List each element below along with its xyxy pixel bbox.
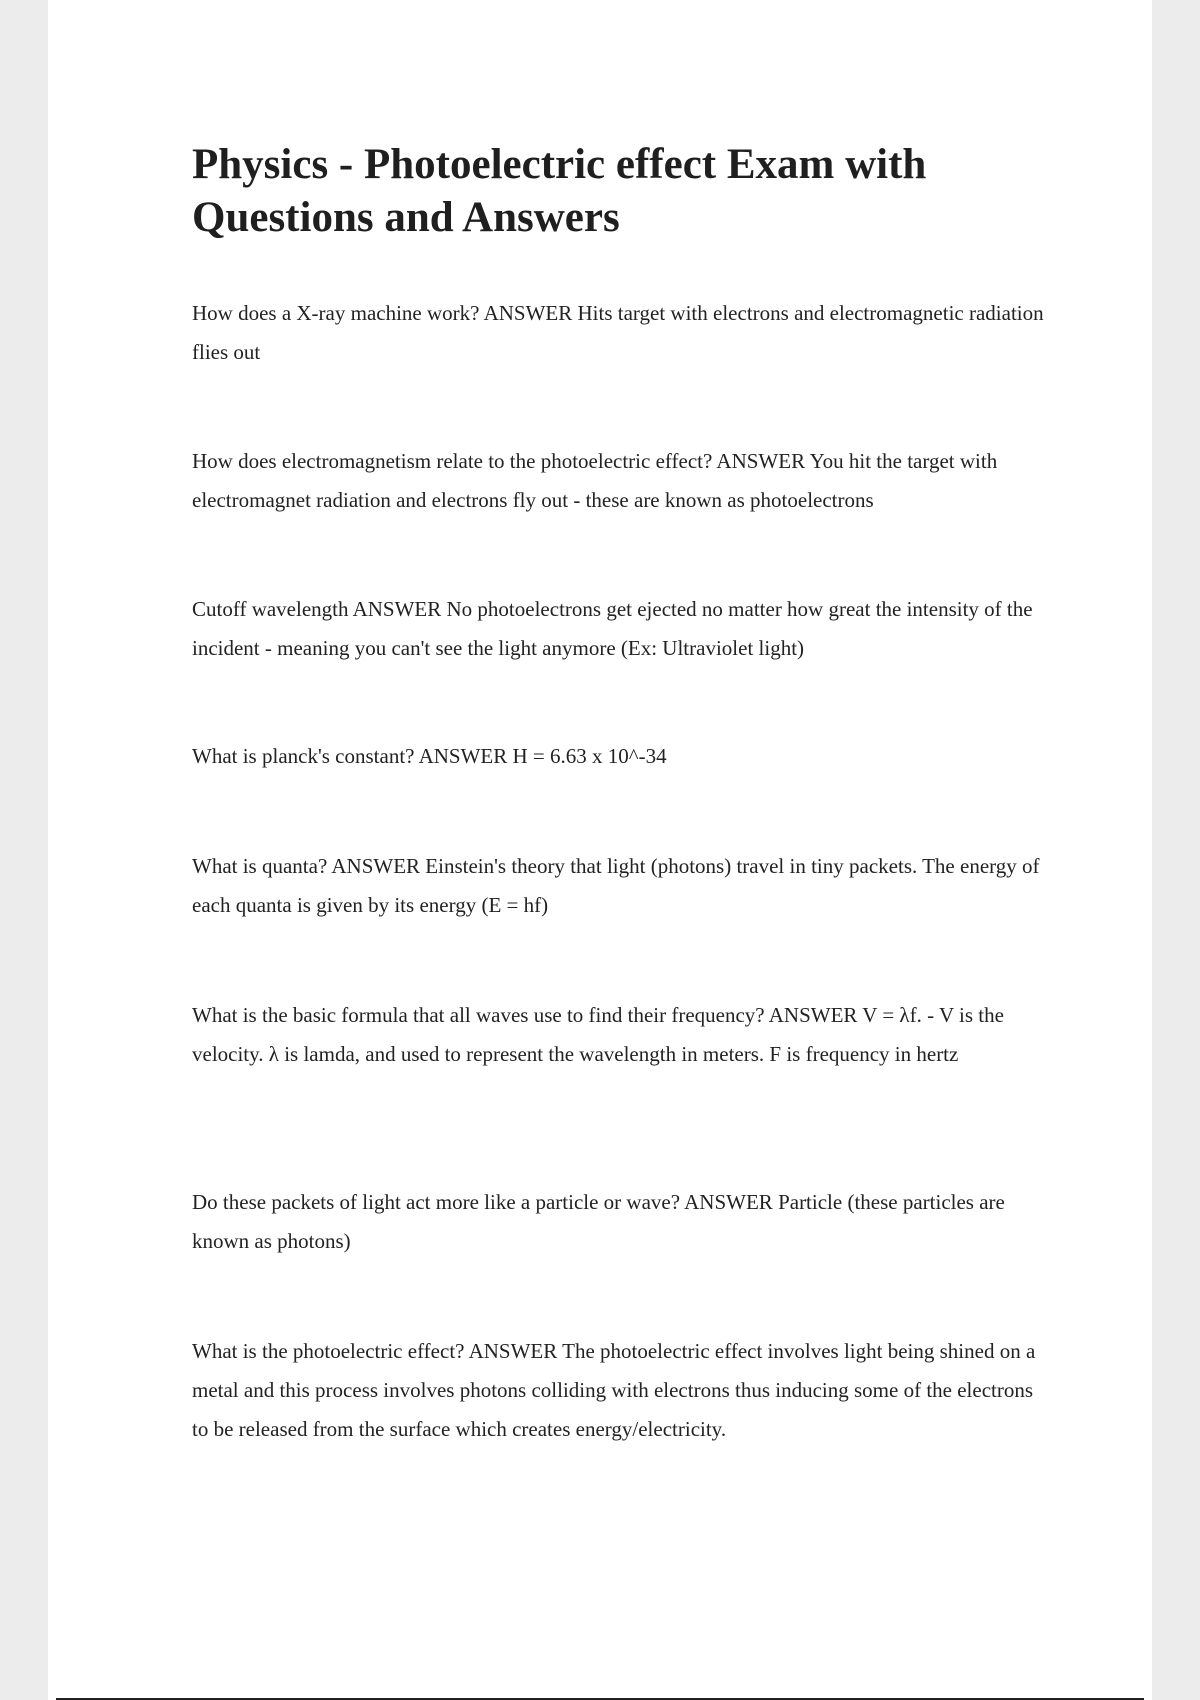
answer-text: Hits target with electrons and electromagnetic radiation flies out xyxy=(192,301,1044,364)
question-text: What is planck's constant? xyxy=(192,744,415,768)
question-text: What is the photoelectric effect? xyxy=(192,1339,465,1363)
qa-item xyxy=(192,442,1052,520)
question-text: Cutoff wavelength xyxy=(192,597,349,621)
qa-item xyxy=(192,737,1052,776)
answer-text: H = 6.63 x 10^-34 xyxy=(512,744,667,768)
question-text: What is the basic formula that all waves use to find their frequency? xyxy=(192,1003,765,1027)
question-text: What is quanta? xyxy=(192,854,328,878)
answer-marker: ANSWER xyxy=(684,1190,773,1214)
answer-marker: ANSWER xyxy=(418,744,508,768)
qa-item xyxy=(192,847,1052,925)
answer-text: Einstein's theory that light (photons) travel in tiny packets. The energy of each quanta is given by its energy (E = hf) xyxy=(192,854,1040,917)
answer-text: V = λf. - V is the velocity. λ is lamda, and used to represent the wavelength in meters. F is frequency in hertz xyxy=(192,1003,1004,1066)
answer-marker: ANSWER xyxy=(468,1339,558,1363)
page-title: Physics - Photoelectric effect Exam with Questions and Answers xyxy=(192,141,927,241)
answer-text: The photoelectric effect involves light being shined on a metal and this process involves photons colliding with electrons thus inducing some of the electrons to be released from the surface which creates energy/electricity. xyxy=(192,1339,1036,1441)
qa-item xyxy=(192,294,1052,372)
answer-text: You hit the target with electromagnet radiation and electrons fly out - these are known as photoelectrons xyxy=(192,449,998,512)
question-text: How does a X-ray machine work? xyxy=(192,301,480,325)
answer-marker: ANSWER xyxy=(716,449,806,473)
answer-text: No photoelectrons get ejected no matter how great the intensity of the incident - meaning you can't see the light anymore (Ex: Ultraviolet light) xyxy=(192,597,1033,660)
answer-marker: ANSWER xyxy=(352,597,442,621)
qa-item xyxy=(192,996,1052,1074)
qa-item xyxy=(192,1183,1052,1261)
answer-marker: ANSWER xyxy=(768,1003,858,1027)
question-text: How does electromagnetism relate to the photoelectric effect? xyxy=(192,449,713,473)
question-text: Do these packets of light act more like a particle or wave? xyxy=(192,1190,681,1214)
answer-marker: ANSWER xyxy=(483,301,573,325)
qa-item xyxy=(192,1332,1052,1449)
answer-marker: ANSWER xyxy=(331,854,421,878)
qa-item xyxy=(192,590,1052,668)
answer-text: Particle (these particles are known as photons) xyxy=(192,1190,1005,1253)
